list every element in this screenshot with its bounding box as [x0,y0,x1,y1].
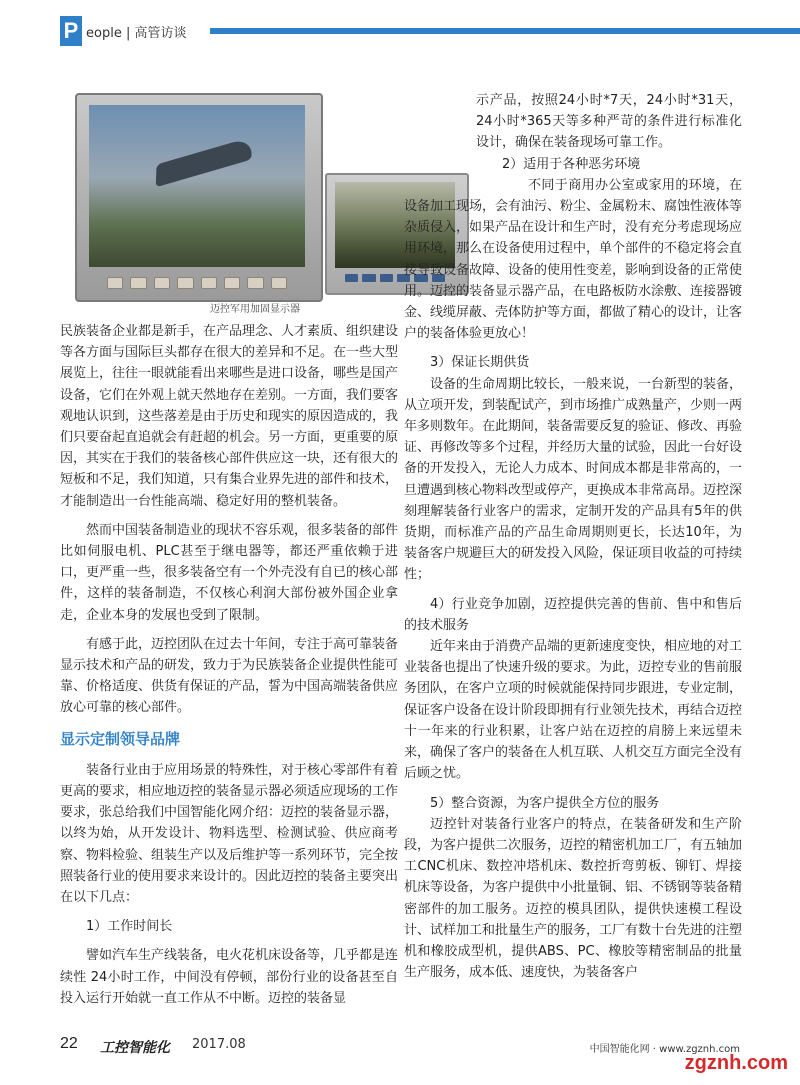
magazine-logo: 工控智能化 [100,1040,170,1056]
page-number: 22 [60,1035,78,1052]
monitor-screen [89,105,305,267]
jet-icon [156,137,253,188]
paragraph: 民族装备企业都是新手，在产品理念、人才素质、组织建设等各方面与国际巨头都存在很大的差异和不足。在一些大型展览上，往往一眼就能看出来哪些是进口设备，哪些是国产设备，它们在外观上就天然地存在差别。一方面，我们要客观地认识到，这些落差是由于历史和现实的原因造成的，我们只要奋起直追就会有赶超的机会。另一方面，更重要的原因，其实在于我们的装备核心部件供应这一块，还有很大的短板和不足，我们知道，只有集合业界先进的部件和技术，才能制造出一台性能高端、稳定好用的整机装备。 [60,324,399,509]
section-letter: P [60,16,82,46]
left-column [60,321,398,1009]
paragraph: 譬如汽车生产线装备，电火花机床设备等，几乎都是连续性 24小时工作，中间没有停顿，部份行业的设备甚至自投入运行开始就一直工作从不中断。迈控的装备显 [60,948,399,1006]
header-bar [210,28,800,34]
page-header [60,14,800,48]
large-monitor-image [75,93,323,302]
subheading: 3）保证长期供货 [430,355,530,371]
subheading: 5）整合资源，为客户提供全方位的服务 [430,795,660,811]
subheading: 4）行业竞争加剧，迈控提供完善的售前、售中和售后的技术服务 [404,596,742,633]
paragraph: 设备的生命周期比较长，一般来说，一台新型的装备，从立项开发，到装配试产，到市场推广成熟量产，少则一两年多则数年。在此期间，装备需要反复的验证、修改、再验证、再修改等多个过程，并经历大量的试验，因此一台好设备的开发投入，无论人力成本、时间成本都是非常高的，一旦遭遇到核心物料改型或停产，更换成本非常高昂。迈控深刻理解装备行业客户的需求，定制开发的产品具有5年的供货期，而标准产品的产品生命周期则更长，长达10年，为装备客户规避巨大的研发投入风险，保证项目收益的可持续性； [404,376,743,583]
paragraph: 迈控针对装备行业客户的特点，在装备研发和生产阶段，为客户提供二次服务，迈控的精密机加工厂，有五轴加工CNC机床、数控冲塔机床、数控折弯剪板、铆钉、焊接机床等设备，为客户提供中小批量铜、铝、不锈钢等装备精密部件的加工服务。迈控的模具团队，提供快速模工程设计、试样加工和批量生产的服务，工厂有数十台先进的注塑机和橡胶成型机，提供ABS、PC、橡胶等精密制品的批量生产服务，成本低、速度快，为装备客户 [404,816,743,981]
section-label: eople | 高管访谈 [86,26,187,41]
right-column [404,90,742,983]
paragraph: 不同于商用办公室或家用的环境，在设备加工现场，会有油污、粉尘、金属粉末、腐蚀性液体等杂质侵入，如果产品在设计和生产时，没有充分考虑现场应用环境，那么在设备使用过程中，单个部件的不稳定将会直接导致设备故障、设备的使用性变差，影响到设备的正常使用。迈控的装备显示器产品，在电路板防水涂敷、连接器镀金、线缆屏蔽、壳体防护等方面，都做了精心的设计，让客户的装备体验更放心！ [404,177,743,342]
watermark: zgznh.com [684,1052,788,1074]
subheading: 1）工作时间长 [86,919,173,935]
figure-caption: 迈控军用加固显示器 [210,304,300,315]
subheading: 2）适用于各种恶劣环境 [502,156,641,172]
monitor-buttons [107,277,287,289]
paragraph: 近年来由于消费产品端的更新速度变快，相应地的对工业装备也提出了快速升级的要求。为此，迈控专业的售前服务团队，在客户立项的时候就能保持同步跟进，专业定制，保证客户设备在设计阶段即拥有行业领先技术，再结合迈控十一年来的行业积累，让客户站在迈控的肩膀上来远望未来，确保了客户的装备在人机互联、人机交互方面完全没有后顾之忧。 [404,639,743,782]
site-footer: 中国智能化网 · www.zgznh.com [589,1044,740,1055]
paragraph: 示产品，按照24小时*7天，24小时*31天，24小时*365天等多种严苛的条件进行标准化设计，确保在装备现场可靠工作。 [476,93,742,151]
issue-date: 2017.08 [192,1037,246,1052]
paragraph: 装备行业由于应用场景的特殊性，对于核心零部件有着更高的要求，相应地迈控的装备显示器必须适应现场的工作要求，张总给我们中国智能化网介绍：迈控的装备显示器，以终为始，从开发设计、物料选型、检测试验、供应商考察、物料检验、组装生产以及后维护等一系列环节，完全按照装备行业的使用要求来设计的。因此迈控的装备主要突出在以下几点： [60,762,399,906]
paragraph: 然而中国装备制造业的现状不容乐观，很多装备的部件比如伺服电机、PLC甚至于继电器等，都还严重依赖于进口，更严重一些，很多装备空有一个外壳没有自已的核心部件，这样的装备制造，不仅核心利润大部份被外国企业拿走，企业本身的发展也受到了限制。 [60,522,399,623]
paragraph: 有感于此，迈控团队在过去十年间，专注于高可靠装备显示技术和产品的研发，致力于为民族装备企业提供性能可靠、价格适度、供货有保证的产品，誓为中国高端装备供应放心可靠的核心部件。 [60,636,399,716]
section-heading: 显示定制领导品牌 [60,729,181,748]
